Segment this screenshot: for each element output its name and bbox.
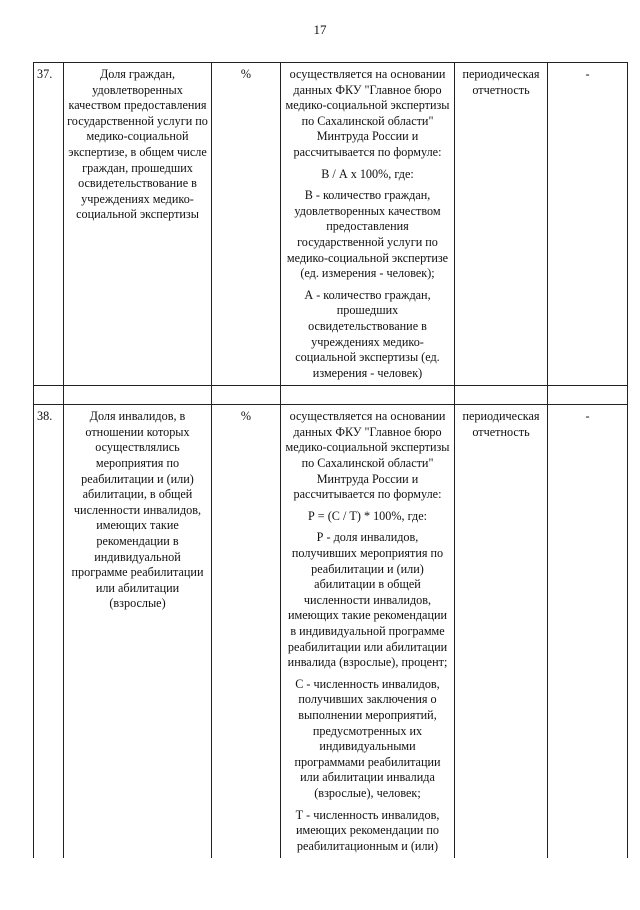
method-paragraph: С - численность инвалидов, получивших заключения о выполнении мероприятий, предусмотренных их индивидуальными программами реабилитации или абилитации инвалида (взрослые), человек; (294, 676, 441, 800)
calculation-method (281, 63, 455, 386)
method-formula: В / А х 100%, где: (321, 166, 414, 181)
table-gap (34, 386, 628, 405)
page-number: 17 (313, 22, 327, 37)
value: - (548, 405, 628, 859)
indicator-name: Доля граждан, удовлетворенных качеством предоставления государственной услуги по медико-социальной экспертизе, в общем числе граждан, прошедших освидетельствование в учреждениях медико-социальной экспертизы (64, 63, 212, 386)
unit: % (212, 63, 281, 386)
row-number: 38. (34, 405, 64, 859)
method-paragraph: А - количество граждан, прошедших освидетельствование в учреждениях медико-социальной экспертизы (ед. измерения - человек) (295, 287, 440, 380)
indicator-name: Доля инвалидов, в отношении которых осуществлялись мероприятия по реабилитации и (или) абилитации, в общей численности инвалидов, имеющих такие рекомендации в индивидуальной программе реабилитации или абилитации (взрослые) (64, 405, 212, 859)
method-formula: Р = (С / Т) * 100%, где: (307, 508, 428, 523)
method-paragraph: Р - доля инвалидов, получивших мероприятия по реабилитации и (или) абилитации в общей численности инвалидов, имеющих такие рекомендации в индивидуальной программе реабилитации или абилитации инвалида (взрослые), процент; (287, 530, 448, 670)
indicator-table (33, 62, 628, 858)
row-number: 37. (34, 63, 64, 386)
method-paragraph: Т - численность инвалидов, имеющих рекомендации по реабилитационным и (или) (295, 807, 440, 853)
table-row (34, 63, 628, 386)
table-row (34, 405, 628, 859)
unit: % (212, 405, 281, 859)
data-source: периодическая отчетность (455, 405, 548, 859)
calculation-method (281, 405, 455, 859)
data-source: периодическая отчетность (455, 63, 548, 386)
method-paragraph: осуществляется на основании данных ФКУ "Главное бюро медико-социальной экспертизы по Сахалинской области" Минтруда России и рассчитывается по формуле: (285, 409, 450, 502)
method-paragraph: В - количество граждан, удовлетворенных качеством предоставления государственной услуги по медико-социальной экспертизе (ед. измерения - человек); (286, 188, 449, 281)
value: - (548, 63, 628, 386)
method-paragraph: осуществляется на основании данных ФКУ "Главное бюро медико-социальной экспертизы по Сахалинской области" Минтруда России и рассчитывается по формуле: (285, 67, 450, 159)
